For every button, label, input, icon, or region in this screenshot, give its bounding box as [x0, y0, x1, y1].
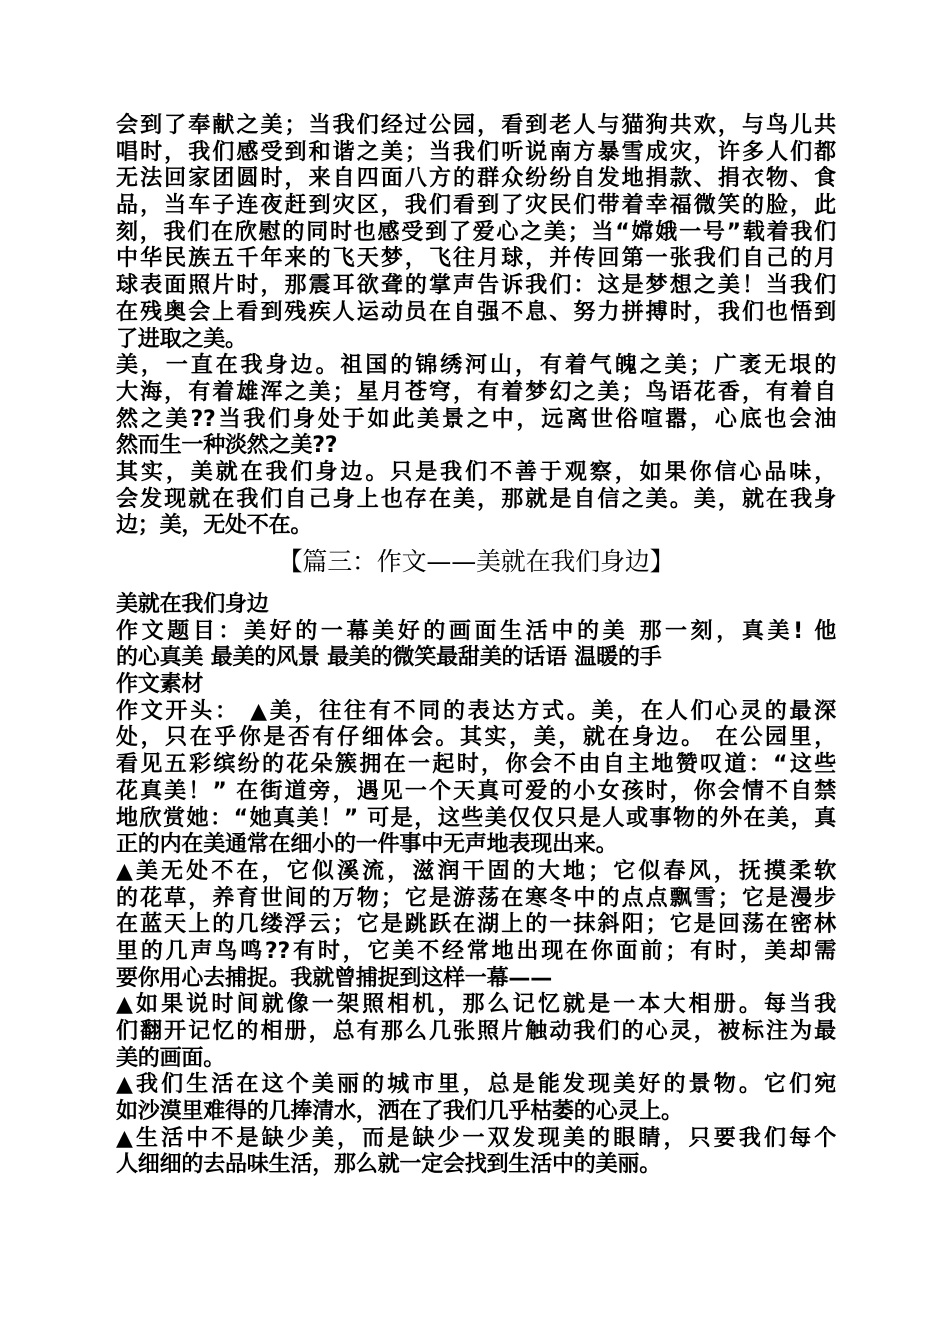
- paragraph-line: 边；美，无处不在。: [116, 513, 313, 539]
- paragraph-line: ▲如果说时间就像一架照相机，那么记忆就是一本大相册。每当我: [116, 992, 836, 1018]
- paragraph-line: 其实，美就在我们身边。只是我们不善于观察，如果你信心品味，: [116, 459, 836, 485]
- paragraph-line: 了进取之美。: [116, 326, 247, 352]
- paragraph-line: 会到了奉献之美；当我们经过公园，看到老人与猫狗共欢，与鸟儿共: [116, 113, 836, 138]
- paragraph-line: 美，一直在我身边。祖国的锦绣河山，有着气魄之美；广袤无垠的: [116, 353, 836, 379]
- section-essay-continuation: [116, 113, 836, 540]
- paragraph-line: 然之美??当我们身处于如此美景之中，远离世俗喧嚣，心底也会油: [116, 406, 836, 432]
- paragraph-line: 作文题目：美好的一幕美好的画面生活中的美 那一刻，真美! 他: [116, 618, 836, 644]
- paragraph-line: 人细细的去品味生活，那么就一定会找到生活中的美丽。: [116, 1152, 662, 1178]
- paragraph-line: 作文素材: [116, 672, 204, 698]
- section-heading: 【篇三：作文——美就在我们身边】: [277, 547, 675, 576]
- paragraph-line: 们翻开记忆的相册，总有那么几张照片触动我们的心灵，被标注为最: [116, 1019, 836, 1044]
- paragraph-line: ▲生活中不是缺少美，而是缺少一双发现美的眼睛，只要我们每个: [116, 1125, 836, 1151]
- paragraph-line: 然而生一种淡然之美??: [116, 433, 338, 459]
- paragraph-line: 无法回家团圆时，来自四面八方的群众纷纷自发地捐款、捐衣物、食: [116, 166, 836, 192]
- section-essay-materials: [116, 592, 836, 1179]
- essay-title-line: 美就在我们身边: [116, 592, 269, 617]
- paragraph-line: 品，当车子连夜赶到灾区，我们看到了灾民们带着幸福微笑的脸，此: [116, 193, 836, 219]
- paragraph-line: 唱时，我们感受到和谐之美；当我们听说南方暴雪成灾，许多人们都: [116, 139, 836, 165]
- paragraph-line: ▲美无处不在，它似溪流，滋润干固的大地；它似春风，抚摸柔软: [116, 858, 836, 884]
- paragraph-line: 处，只在乎你是否有仔细体会。其实，美，就在身边。 在公园里，: [116, 725, 836, 751]
- paragraph-line: 中华民族五千年来的飞天梦，飞往月球，并传回第一张我们自己的月: [116, 246, 836, 272]
- document-page: [116, 113, 836, 1179]
- paragraph-line: 会发现就在我们自己身上也存在美，那就是自信之美。美，就在我身: [116, 486, 836, 512]
- paragraph-line: 美的画面。: [116, 1045, 226, 1071]
- paragraph-line: 花真美！” 在街道旁，遇见一个天真可爱的小女孩时，你会情不自禁: [116, 778, 836, 804]
- paragraph-line: 如沙漠里难得的几捧清水，洒在了我们几乎枯萎的心灵上。: [116, 1099, 683, 1125]
- paragraph-line: 作文开头： ▲美，往往有不同的表达方式。美，在人们心灵的最深: [116, 698, 836, 724]
- paragraph-line: 刻，我们在欣慰的同时也感受到了爱心之美；当“嫦娥一号”载着我们: [116, 219, 836, 245]
- paragraph-line: 大海，有着雄浑之美；星月苍穹，有着梦幻之美；鸟语花香，有着自: [116, 379, 836, 405]
- paragraph-line: 里的几声鸟鸣??有时，它美不经常地出现在你面前；有时，美却需: [116, 938, 836, 964]
- paragraph-line: 看见五彩缤纷的花朵簇拥在一起时，你会不由自主地赞叹道：“这些: [116, 752, 836, 778]
- paragraph-line: 的心真美 最美的风景 最美的微笑最甜美的话语 温暖的手: [116, 645, 662, 671]
- paragraph-line: 要你用心去捕捉。我就曾捕捉到这样一幕——: [116, 965, 553, 991]
- paragraph-line: 在蓝天上的几缕浮云；它是跳跃在湖上的一抹斜阳；它是回荡在密林: [116, 912, 836, 938]
- paragraph-line: 地欣赏她：“她真美！” 可是，这些美仅仅只是人或事物的外在美，真: [116, 805, 836, 831]
- paragraph-line: ▲我们生活在这个美丽的城市里，总是能发现美好的景物。它们宛: [116, 1072, 836, 1098]
- paragraph-line: 正的内在美通常在细小的一件事中无声地表现出来。: [116, 832, 618, 858]
- paragraph-line: 球表面照片时，那震耳欲聋的掌声告诉我们：这是梦想之美！当我们: [116, 273, 836, 299]
- paragraph-line: 的花草，养育世间的万物；它是游荡在寒冬中的点点飘雪；它是漫步: [116, 885, 836, 911]
- paragraph-line: 在残奥会上看到残疾人运动员在自强不息、努力拼搏时，我们也悟到: [116, 299, 836, 325]
